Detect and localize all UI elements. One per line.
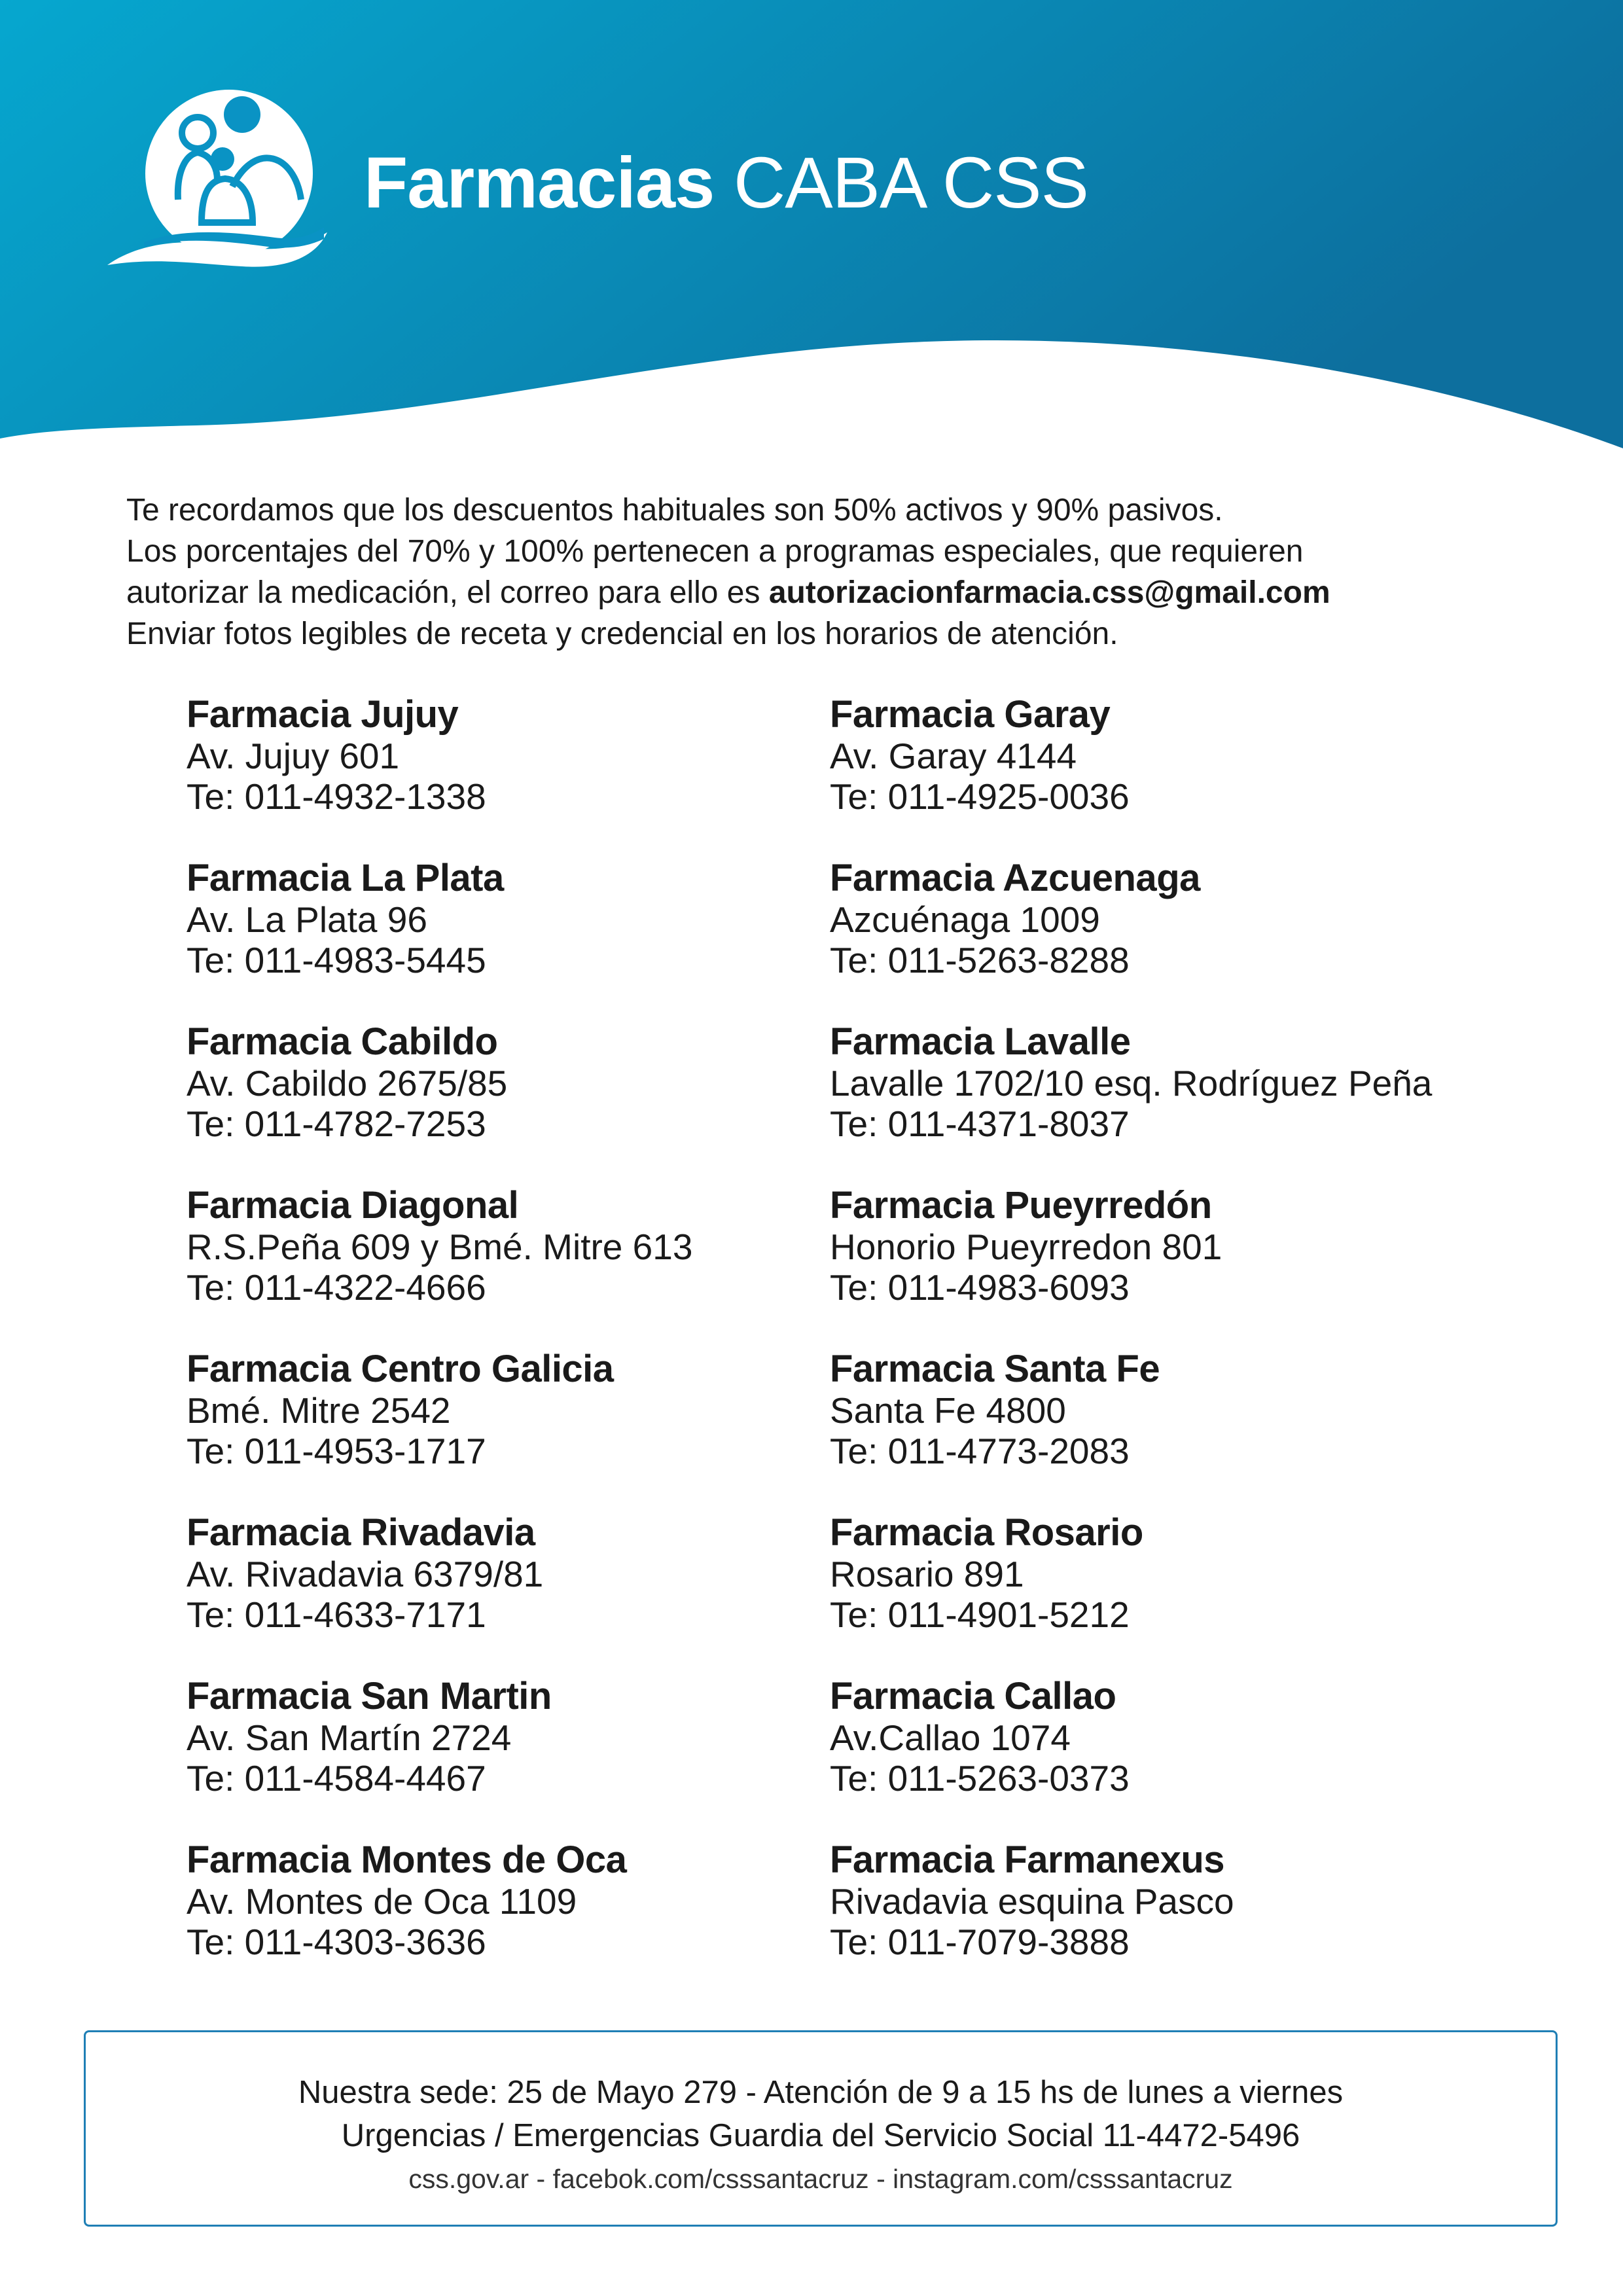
pharmacy-entry <box>187 1839 841 2003</box>
pharmacy-name: Farmacia Rosario <box>830 1511 1143 1554</box>
pharmacy-name: Farmacia Garay <box>830 693 1111 736</box>
pharmacy-phone: Te: 011-5263-8288 <box>830 940 1130 980</box>
pharmacy-list-right <box>830 694 1484 2003</box>
pharmacy-entry <box>830 694 1484 857</box>
pharmacy-name: Farmacia Pueyrredón <box>830 1184 1212 1227</box>
intro-line-4: Enviar fotos legibles de receta y credencial en los horarios de atención. <box>126 617 1118 651</box>
pharmacy-phone: Te: 011-4633-7171 <box>187 1594 486 1635</box>
pharmacy-phone: Te: 011-4782-7253 <box>187 1103 486 1144</box>
intro-line-3 <box>126 572 1533 613</box>
pharmacy-name: Farmacia Lavalle <box>830 1020 1131 1063</box>
brand-title <box>364 144 1088 223</box>
header-banner <box>0 0 1623 497</box>
pharmacy-phone: Te: 011-5263-0373 <box>830 1758 1130 1799</box>
pharmacy-address: Azcuénaga 1009 <box>830 899 1100 940</box>
pharmacy-address: Av. Garay 4144 <box>830 736 1077 776</box>
pharmacy-phone: Te: 011-4371-8037 <box>830 1103 1130 1144</box>
pharmacy-entry <box>830 857 1484 1021</box>
brand-title-light: CABA CSS <box>733 143 1089 223</box>
pharmacy-address: Rosario 891 <box>830 1554 1024 1594</box>
pharmacy-address: Av. Rivadavia 6379/81 <box>187 1554 544 1594</box>
pharmacy-name: Farmacia Santa Fe <box>830 1348 1160 1390</box>
pharmacy-phone: Te: 011-4584-4467 <box>187 1758 486 1799</box>
pharmacy-address: Lavalle 1702/10 esq. Rodríguez Peña <box>830 1063 1433 1103</box>
pharmacy-name: Farmacia Diagonal <box>187 1184 519 1227</box>
footer-emergencies: Urgencias / Emergencias Guardia del Servicio Social 11-4472-5496 <box>341 2118 1300 2153</box>
pharmacy-name: Farmacia Rivadavia <box>187 1511 535 1554</box>
pharmacy-entry <box>830 1512 1484 1676</box>
pharmacy-phone: Te: 011-4303-3636 <box>187 1922 486 1962</box>
pharmacy-address: Av.Callao 1074 <box>830 1717 1071 1758</box>
pharmacy-entry <box>830 1185 1484 1348</box>
pharmacy-address: Av. Jujuy 601 <box>187 736 400 776</box>
pharmacy-list-left <box>187 694 841 2003</box>
pharmacy-entry <box>830 1839 1484 2003</box>
intro-line-2: Los porcentajes del 70% y 100% pertenecen a programas especiales, que requieren <box>126 534 1304 569</box>
footer-headquarters: Nuestra sede: 25 de Mayo 279 - Atención de 9 a 15 hs de lunes a viernes <box>298 2075 1344 2110</box>
pharmacy-phone: Te: 011-4322-4666 <box>187 1267 486 1308</box>
pharmacy-name: Farmacia Farmanexus <box>830 1839 1225 1881</box>
pharmacy-address: Santa Fe 4800 <box>830 1390 1066 1431</box>
brand-title-bold: Farmacias <box>364 143 715 223</box>
pharmacy-address: Honorio Pueyrredon 801 <box>830 1227 1222 1267</box>
intro-line-1: Te recordamos que los descuentos habituales son 50% activos y 90% pasivos. <box>126 493 1223 528</box>
pharmacy-name: Farmacia La Plata <box>187 857 504 899</box>
intro-paragraph <box>126 490 1533 655</box>
pharmacy-name: Farmacia Centro Galicia <box>187 1348 614 1390</box>
pharmacy-name: Farmacia Callao <box>830 1675 1116 1717</box>
pharmacy-phone: Te: 011-4932-1338 <box>187 776 486 817</box>
pharmacy-name: Farmacia Azcuenaga <box>830 857 1200 899</box>
pharmacy-entry <box>187 1512 841 1676</box>
pharmacy-address: Rivadavia esquina Pasco <box>830 1881 1234 1922</box>
pharmacy-address: Bmé. Mitre 2542 <box>187 1390 451 1431</box>
pharmacy-name: Farmacia San Martin <box>187 1675 552 1717</box>
pharmacy-address: Av. San Martín 2724 <box>187 1717 512 1758</box>
pharmacy-phone: Te: 011-4983-5445 <box>187 940 486 980</box>
pharmacy-entry <box>187 694 841 857</box>
pharmacy-phone: Te: 011-4901-5212 <box>830 1594 1130 1635</box>
pharmacy-phone: Te: 011-4925-0036 <box>830 776 1130 817</box>
pharmacy-phone: Te: 011-4983-6093 <box>830 1267 1130 1308</box>
pharmacy-name: Farmacia Jujuy <box>187 693 459 736</box>
pharmacy-entry <box>830 1676 1484 1839</box>
pharmacy-entry <box>830 1348 1484 1512</box>
family-wave-logo-icon <box>105 75 340 272</box>
pharmacy-address: Av. La Plata 96 <box>187 899 427 940</box>
intro-line-3-text: autorizar la medicación, el correo para ello es <box>126 575 769 610</box>
pharmacy-address: R.S.Peña 609 y Bmé. Mitre 613 <box>187 1227 693 1267</box>
pharmacy-name: Farmacia Montes de Oca <box>187 1839 627 1881</box>
pharmacy-phone: Te: 011-4953-1717 <box>187 1431 486 1471</box>
pharmacy-phone: Te: 011-4773-2083 <box>830 1431 1130 1471</box>
footer-social-links[interactable]: css.gov.ar - facebok.com/csssantacruz - instagram.com/csssantacruz <box>408 2164 1233 2194</box>
pharmacy-phone: Te: 011-7079-3888 <box>830 1922 1130 1962</box>
footer-info-box <box>84 2030 1558 2227</box>
pharmacy-entry <box>187 1676 841 1839</box>
pharmacy-entry <box>187 857 841 1021</box>
pharmacy-address: Av. Montes de Oca 1109 <box>187 1881 577 1922</box>
pharmacy-name: Farmacia Cabildo <box>187 1020 498 1063</box>
pharmacy-address: Av. Cabildo 2675/85 <box>187 1063 508 1103</box>
pharmacy-entry <box>187 1348 841 1512</box>
authorization-email-link[interactable]: autorizacionfarmacia.css@gmail.com <box>768 575 1330 610</box>
pharmacy-entry <box>187 1185 841 1348</box>
pharmacy-entry <box>187 1021 841 1185</box>
pharmacy-entry <box>830 1021 1484 1185</box>
